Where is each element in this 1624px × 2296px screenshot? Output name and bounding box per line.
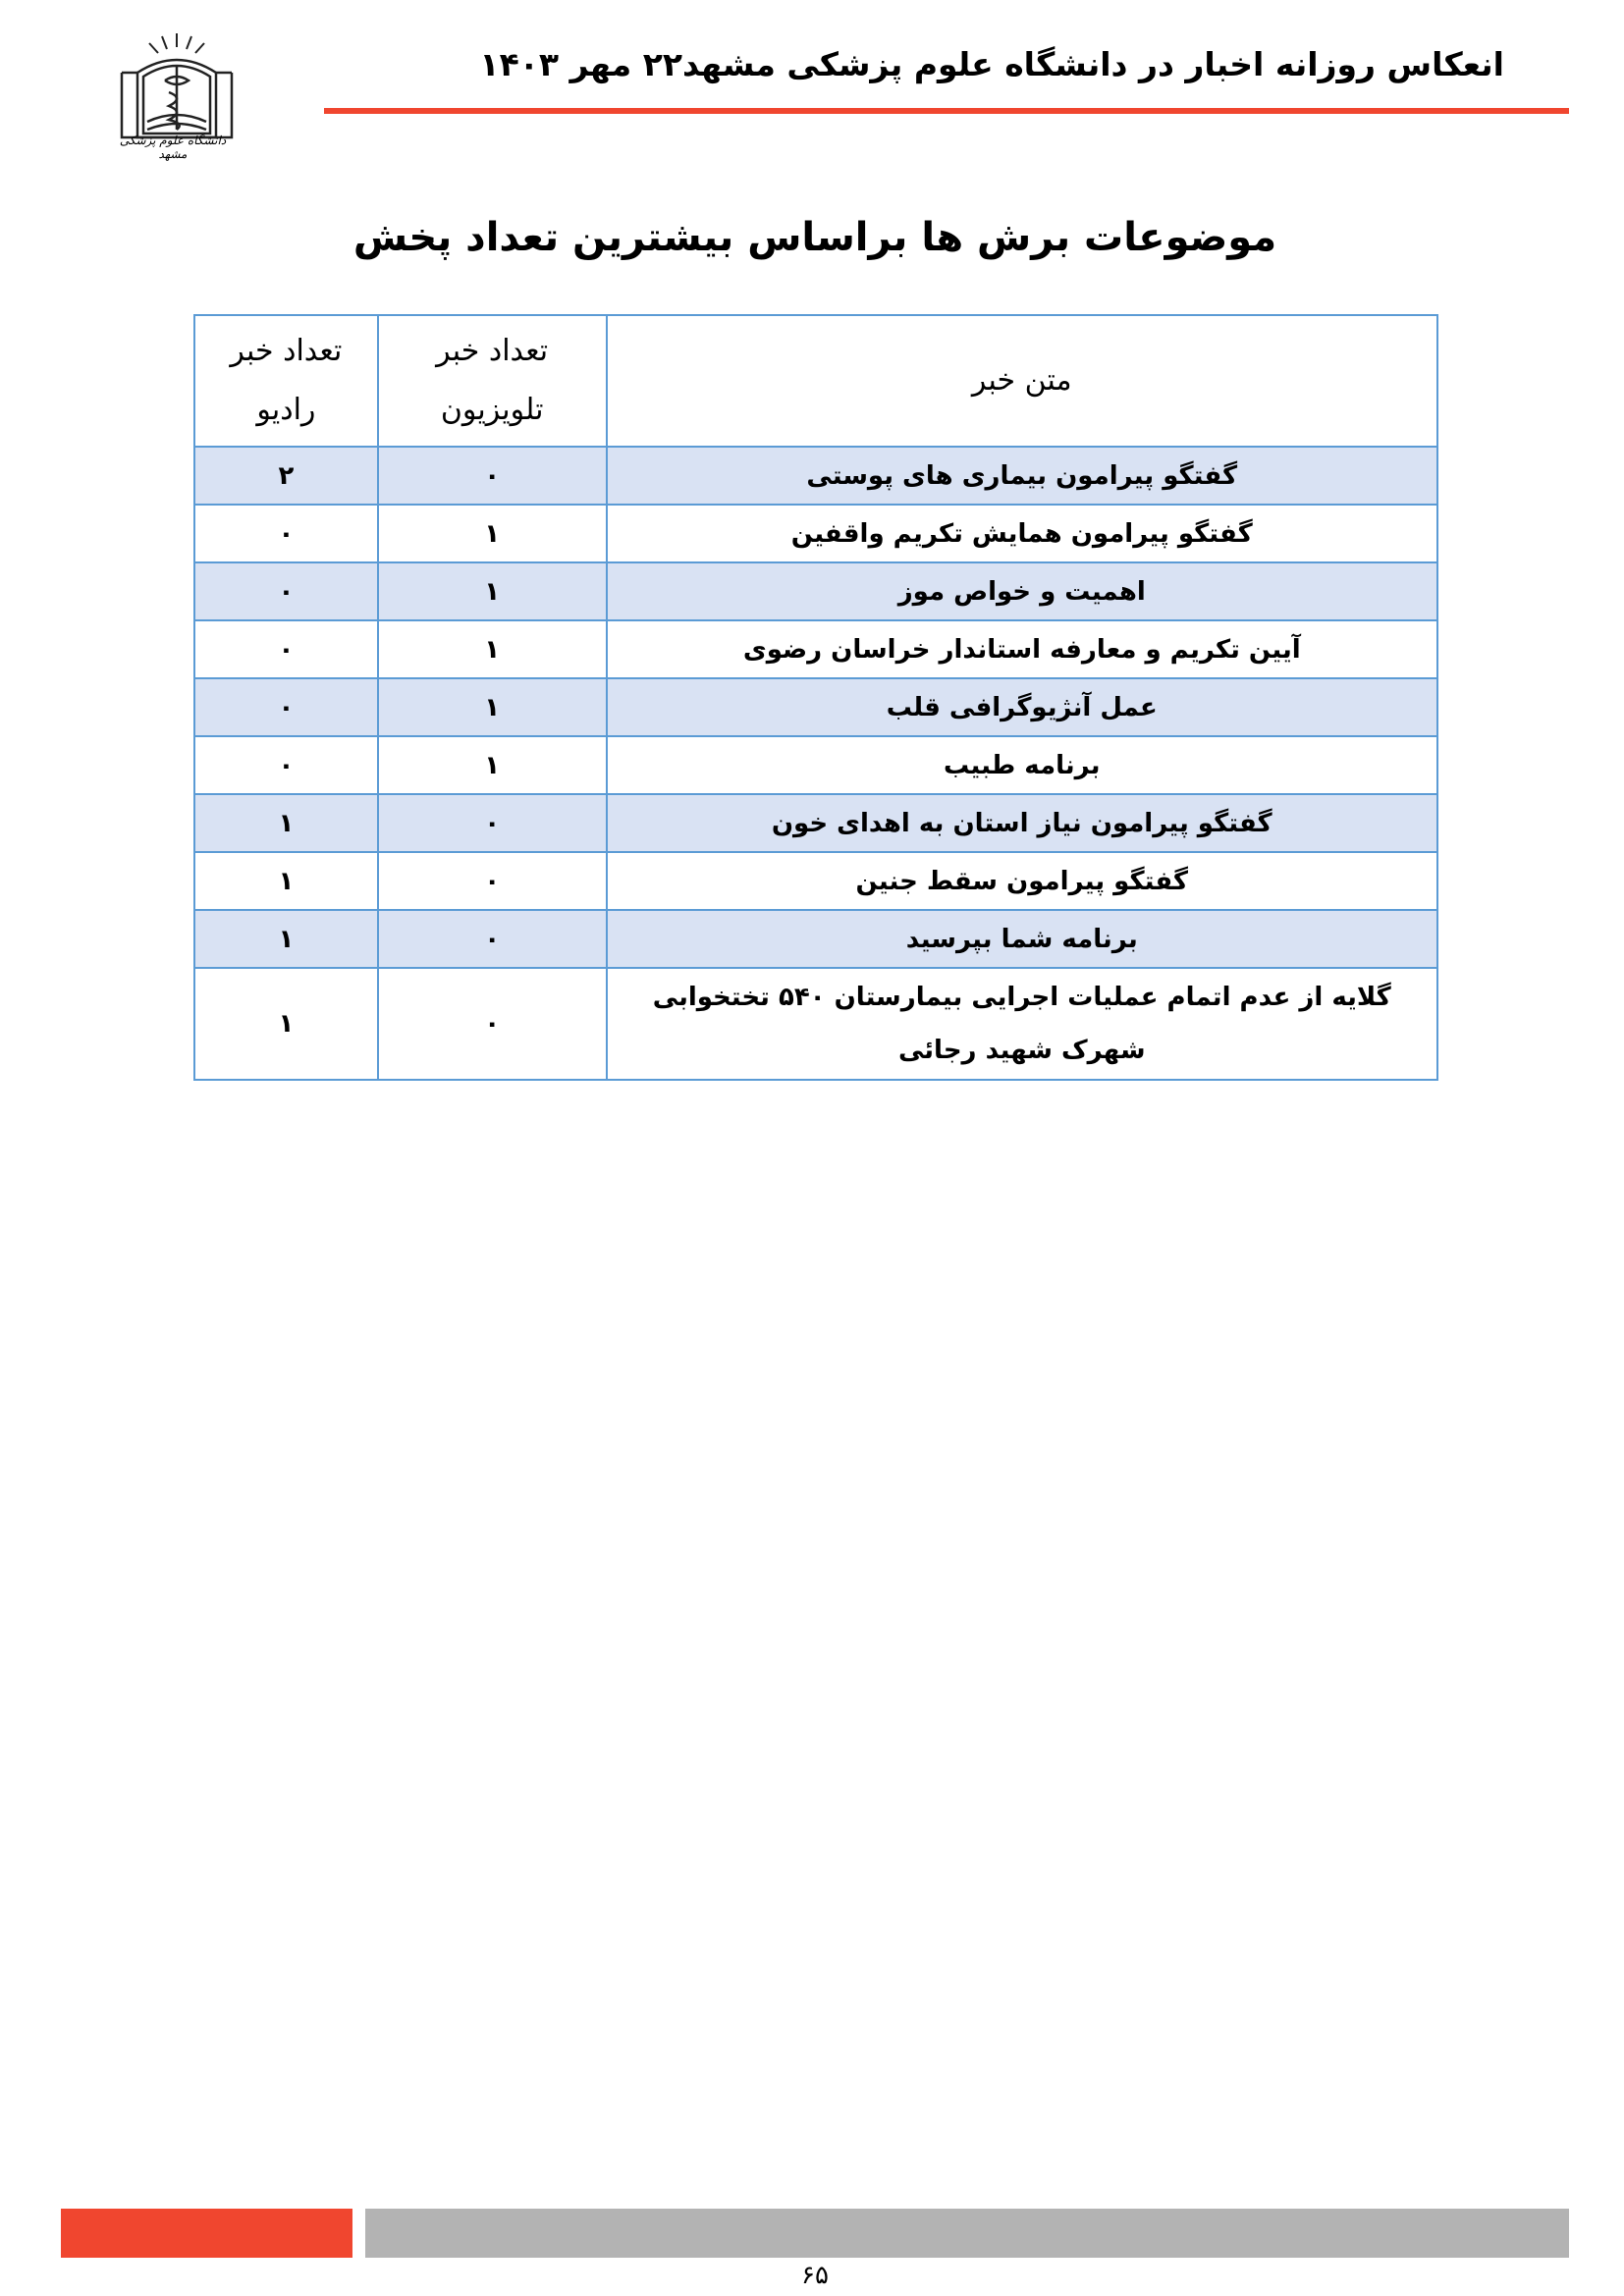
cell-text-line1: گلایه از عدم اتمام عملیات اجرایی بیمارستان ۵۴۰ تختخوابی bbox=[652, 983, 1391, 1012]
cell-radio: ۱ bbox=[194, 794, 378, 852]
cell-tv: ۰ bbox=[378, 852, 607, 910]
cell-text: گفتگو پیرامون سقط جنین bbox=[607, 852, 1437, 910]
table-row bbox=[194, 852, 1437, 910]
cell-text bbox=[607, 968, 1437, 1080]
table-row bbox=[194, 910, 1437, 968]
table-row bbox=[194, 447, 1437, 505]
column-header-radio-line2: رادیو bbox=[256, 393, 316, 427]
footer-red-bar bbox=[61, 2209, 352, 2258]
cell-text: برنامه شما بپرسید bbox=[607, 910, 1437, 968]
cell-radio: ۱ bbox=[194, 968, 378, 1080]
column-header-radio bbox=[194, 315, 378, 447]
cell-radio: ۰ bbox=[194, 562, 378, 620]
page-number: ۶۵ bbox=[801, 2261, 829, 2290]
cell-text: آیین تکریم و معارفه استاندار خراسان رضوی bbox=[607, 620, 1437, 678]
cell-text-line2: شهرک شهید رجائی bbox=[897, 1036, 1146, 1065]
cell-tv: ۱ bbox=[378, 678, 607, 736]
cell-radio: ۲ bbox=[194, 447, 378, 505]
footer-gray-bar bbox=[365, 2209, 1569, 2258]
cell-radio: ۰ bbox=[194, 505, 378, 562]
column-header-text bbox=[607, 315, 1437, 447]
cell-tv: ۰ bbox=[378, 447, 607, 505]
cell-text: برنامه طبیب bbox=[607, 736, 1437, 794]
cell-tv: ۱ bbox=[378, 620, 607, 678]
cell-radio: ۰ bbox=[194, 678, 378, 736]
cell-tv: ۱ bbox=[378, 562, 607, 620]
table-row bbox=[194, 794, 1437, 852]
document-title: موضوعات برش ها براساس بیشترین تعداد پخش bbox=[352, 215, 1277, 260]
column-header-tv-line1: تعداد خبر bbox=[436, 334, 549, 368]
news-topics-table bbox=[193, 314, 1438, 1081]
cell-text: گفتگو پیرامون همایش تکریم واقفین bbox=[607, 505, 1437, 562]
column-header-radio-line1: تعداد خبر bbox=[230, 334, 343, 368]
cell-radio: ۰ bbox=[194, 620, 378, 678]
table-row bbox=[194, 736, 1437, 794]
cell-text: عمل آنژیوگرافی قلب bbox=[607, 678, 1437, 736]
cell-tv: ۱ bbox=[378, 736, 607, 794]
logo-caption: دانشگاه علوم پزشکی مشهد bbox=[119, 133, 227, 161]
cell-text: اهمیت و خواص موز bbox=[607, 562, 1437, 620]
table-row bbox=[194, 505, 1437, 562]
cell-tv: ۰ bbox=[378, 968, 607, 1080]
table-row bbox=[194, 562, 1437, 620]
column-header-tv-line2: تلویزیون bbox=[440, 393, 544, 427]
cell-tv: ۰ bbox=[378, 910, 607, 968]
column-header-tv bbox=[378, 315, 607, 447]
table-row bbox=[194, 678, 1437, 736]
table-header-row bbox=[194, 315, 1437, 447]
header-title: انعکاس روزانه اخبار در دانشگاه علوم پزشکی مشهد۲۲ مهر ۱۴۰۳ bbox=[479, 45, 1504, 83]
cell-tv: ۰ bbox=[378, 794, 607, 852]
column-header-text-label: متن خبر bbox=[971, 363, 1072, 398]
cell-text: گفتگو پیرامون نیاز استان به اهدای خون bbox=[607, 794, 1437, 852]
cell-text: گفتگو پیرامون بیماری های پوستی bbox=[607, 447, 1437, 505]
table-row bbox=[194, 968, 1437, 1080]
table-row bbox=[194, 620, 1437, 678]
cell-radio: ۱ bbox=[194, 910, 378, 968]
cell-radio: ۰ bbox=[194, 736, 378, 794]
cell-tv: ۱ bbox=[378, 505, 607, 562]
header-rule bbox=[324, 108, 1569, 114]
cell-radio: ۱ bbox=[194, 852, 378, 910]
